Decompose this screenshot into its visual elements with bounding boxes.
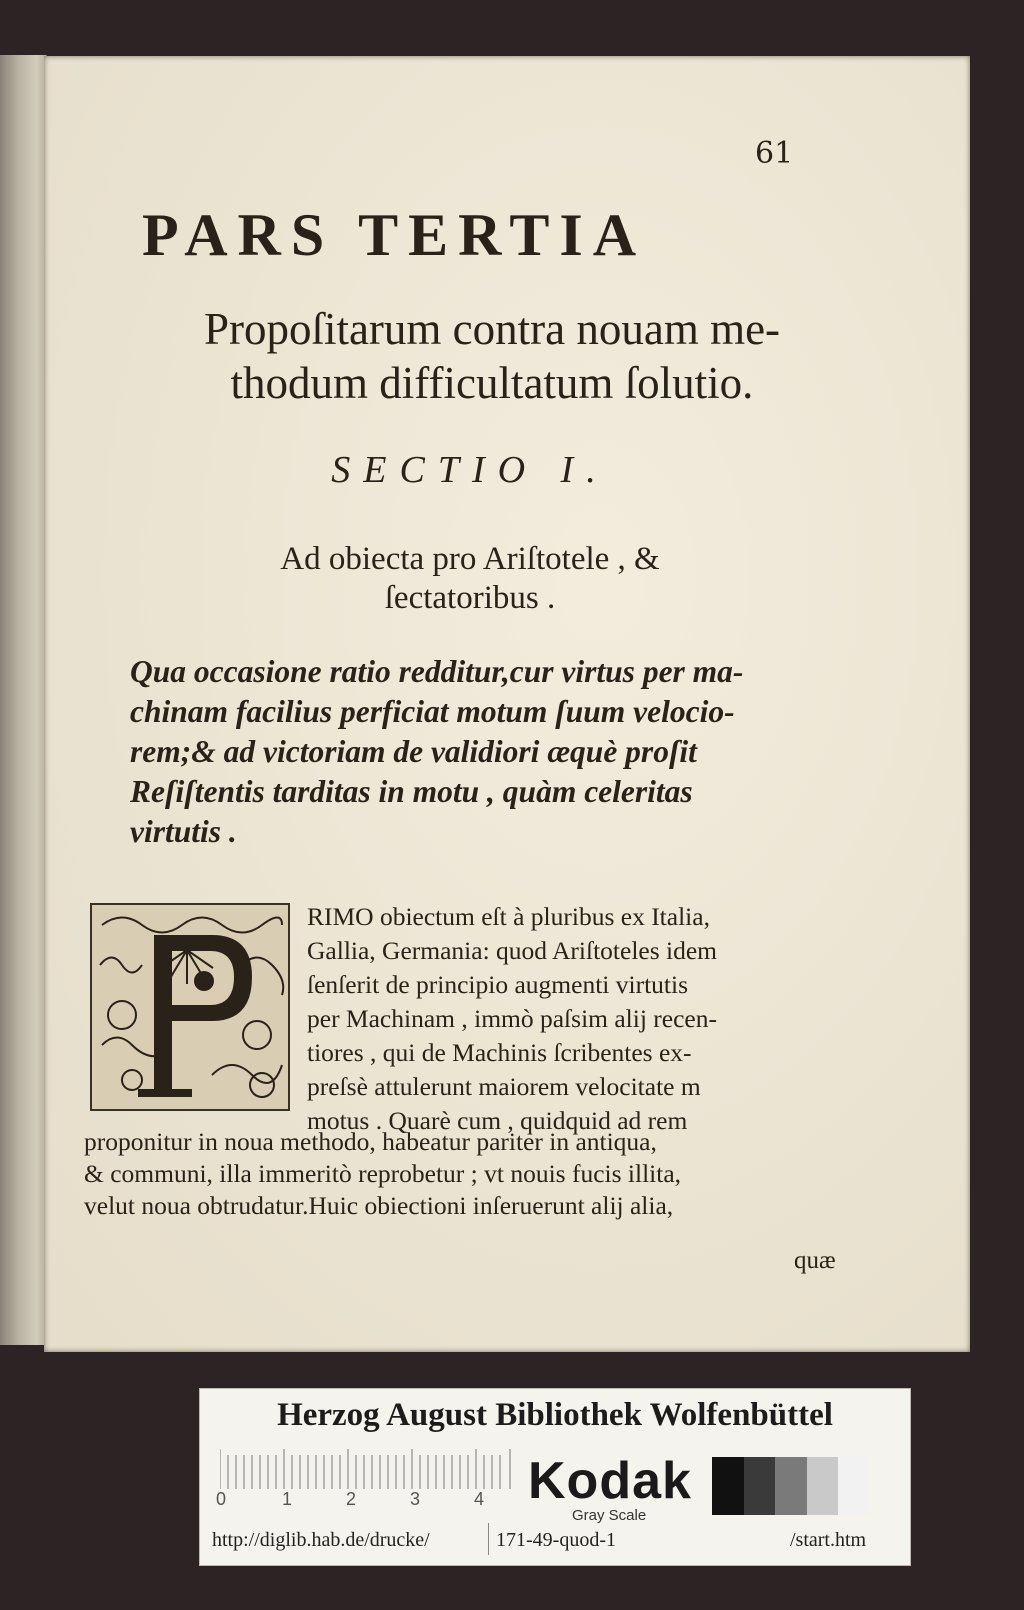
body-line: motus . Quarè cum , quidquid ad rem — [307, 1106, 688, 1135]
body-line: & communi, illa immeritò reprobetur ; vt nouis fucis illita, — [84, 1159, 682, 1188]
body-line: Gallia, Germania: quod Ariſtoteles idem — [307, 936, 718, 965]
ruler-number: 1 — [282, 1489, 293, 1509]
body-line: RIMO obiectum eſt à pluribus ex Italia, — [307, 902, 710, 931]
ruler-number: 0 — [216, 1489, 227, 1509]
body-line: tiores , qui de Machinis ſcribentes ex- — [307, 1038, 692, 1067]
ruler-numbers — [216, 1489, 516, 1513]
body-line: proponitur in noua methodo, habeatur pariter in antiqua, — [84, 1127, 657, 1156]
gray-patch — [775, 1457, 807, 1515]
decorated-initial — [90, 903, 290, 1111]
summary-line: Reſiſtentis tarditas in motu , quàm celeritas — [130, 774, 693, 809]
gray-patch — [712, 1457, 744, 1515]
url-base: http://diglib.hab.de/drucke/ — [212, 1529, 430, 1551]
url-divider — [488, 1523, 489, 1555]
part-title: PARS TERTIA — [142, 202, 647, 268]
summary-line: rem;& ad victoriam de validiori æquè proſit — [130, 734, 697, 769]
gray-patch — [744, 1457, 776, 1515]
color-target-card — [199, 1388, 911, 1566]
body-paragraph-indented — [307, 900, 862, 1138]
kodak-logo: Kodak — [528, 1452, 692, 1510]
summary-line: virtutis . — [130, 814, 237, 849]
subtitle-line: Propoſitarum contra nouam me- — [203, 304, 781, 354]
page-number: 61 — [755, 136, 794, 171]
gray-scale-label: Gray Scale — [572, 1507, 647, 1524]
left-page-edge — [0, 55, 47, 1345]
gray-patch — [807, 1457, 839, 1515]
part-subtitle — [112, 302, 872, 410]
summary-line: Qua occasione ratio redditur,cur virtus per ma- — [130, 654, 744, 689]
body-line: ſenſerit de principio augmenti virtutis — [307, 970, 688, 999]
ruler-icon — [220, 1449, 512, 1491]
ruler-number: 4 — [474, 1489, 485, 1509]
library-name: Herzog August Bibliothek Wolfenbüttel — [277, 1397, 833, 1433]
body-line: velut noua obtrudatur.Huic obiectioni inſeruerunt alij alia, — [84, 1191, 674, 1220]
body-paragraph-full — [84, 1126, 864, 1222]
ornament-icon — [92, 905, 288, 1109]
ruler-number: 2 — [346, 1489, 357, 1509]
body-line: per Machinam , immò paſsim alij recen- — [307, 1004, 717, 1033]
url-suffix: /start.htm — [790, 1529, 867, 1551]
catchword: quæ — [794, 1247, 836, 1274]
italic-summary — [130, 652, 846, 852]
heading-line: ſectatoribus . — [384, 580, 556, 616]
chapter-heading — [180, 540, 760, 618]
ruler-number: 3 — [410, 1489, 421, 1509]
gray-patch — [838, 1457, 870, 1515]
section-heading: SECTIO I. — [331, 449, 609, 491]
subtitle-line: thodum difficultatum ſolutio. — [230, 358, 754, 408]
gray-patches — [712, 1457, 870, 1515]
body-line: preſsè attulerunt maiorem velocitate m — [307, 1072, 701, 1101]
heading-line: Ad obiecta pro Ariſtotele , & — [280, 541, 660, 577]
summary-line: chinam facilius perficiat motum ſuum velocio- — [130, 694, 735, 729]
url-id: 171-49-quod-1 — [496, 1529, 616, 1551]
